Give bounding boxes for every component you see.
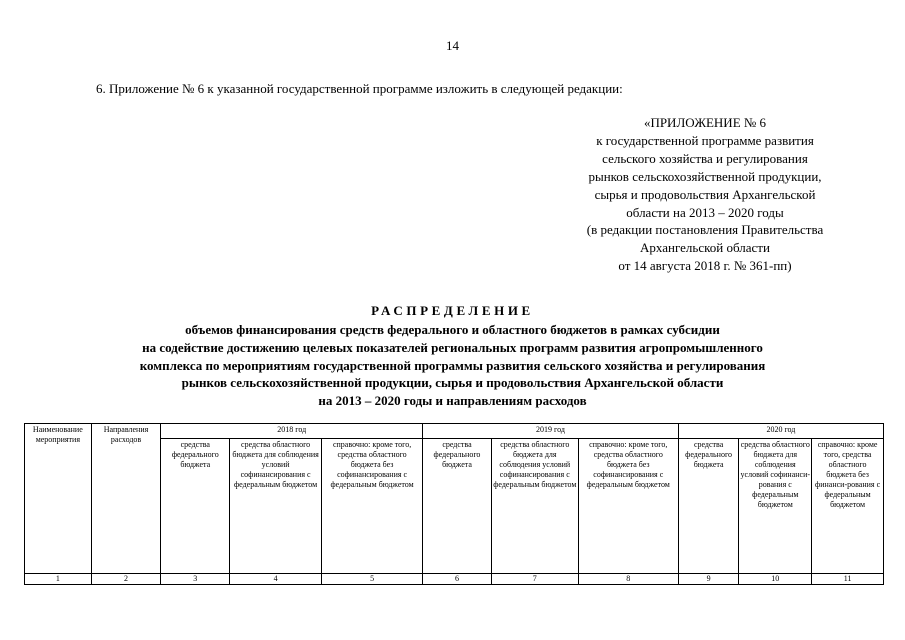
header-2019-federal: средства федерального бюджета (423, 439, 492, 574)
subtitle-line: комплекса по мероприятиям государственной программы развития сельского хозяйства и регулирования (139, 357, 766, 373)
appendix-line: рынков сельскохозяйственной продукции, (588, 168, 822, 184)
document-subtitle (0, 321, 905, 410)
header-2018-regional-reference: справочно: кроме того, средства областного бюджета без софинансирования с федеральным бюджетом (322, 439, 423, 574)
column-number: 9 (678, 574, 739, 585)
column-number: 7 (491, 574, 578, 585)
intro-paragraph: 6. Приложение № 6 к указанной государственной программе изложить в следующей редакции: (96, 81, 623, 96)
document-title: РАСПРЕДЕЛЕНИЕ (371, 303, 534, 318)
column-number: 11 (812, 574, 884, 585)
column-number: 3 (161, 574, 230, 585)
header-year-2020: 2020 год (678, 424, 883, 439)
appendix-line: к государственной программе развития (596, 132, 814, 148)
page-number: 14 (446, 38, 459, 53)
header-expense-direction: Направления расходов (91, 424, 161, 574)
column-number: 2 (91, 574, 161, 585)
header-2020-regional-reference: справочно: кроме того, средства областного бюджета без финанси-рования с федеральным бюджетом (812, 439, 884, 574)
appendix-line: сельского хозяйства и регулирования (602, 150, 808, 166)
appendix-line: сырья и продовольствия Архангельской (594, 186, 816, 202)
header-year-2019: 2019 год (423, 424, 679, 439)
column-number: 4 (230, 574, 322, 585)
subtitle-line: объемов финансирования средств федерального и областного бюджетов в рамках субсидии (185, 322, 720, 337)
appendix-header (560, 114, 850, 275)
appendix-line: «ПРИЛОЖЕНИЕ № 6 (643, 115, 767, 130)
header-year-2018: 2018 год (161, 424, 423, 439)
header-2018-regional-cofinancing: средства областного бюджета для соблюдения условий софинансирования с федеральным бюджетом (230, 439, 322, 574)
header-2018-federal: средства федерального бюджета (161, 439, 230, 574)
appendix-line: от 14 августа 2018 г. № 361-пп) (618, 258, 792, 274)
appendix-line: Архангельской области (640, 240, 770, 256)
header-2020-regional-cofinancing: средства областного бюджета для соблюдения условий софинанси-рования с федеральным бюджетом (739, 439, 812, 574)
column-number: 10 (739, 574, 812, 585)
table-header-row (25, 424, 884, 439)
header-event-name: Наименование мероприятия (25, 424, 92, 574)
column-number: 8 (578, 574, 678, 585)
appendix-line: (в редакции постановления Правительства (586, 222, 824, 238)
subtitle-line: на содействие достижению целевых показателей региональных программ развития агропромышленного (142, 339, 763, 355)
column-number-row (25, 574, 884, 585)
column-number: 6 (423, 574, 492, 585)
distribution-table (24, 423, 884, 585)
subtitle-line: на 2013 – 2020 годы и направлениям расходов (318, 393, 587, 409)
header-2019-regional-cofinancing: средства областного бюджета для соблюдения условий софинансирования с федеральным бюджетом (491, 439, 578, 574)
appendix-line: области на 2013 – 2020 годы (626, 204, 784, 220)
subtitle-line: рынков сельскохозяйственной продукции, сырья и продовольствия Архангельской области (181, 375, 724, 391)
column-number: 5 (322, 574, 423, 585)
header-2019-regional-reference: справочно: кроме того, средства областного бюджета без софинансирования с федеральным бюджетом (578, 439, 678, 574)
header-2020-federal: средства федерального бюджета (678, 439, 739, 574)
column-number: 1 (25, 574, 92, 585)
